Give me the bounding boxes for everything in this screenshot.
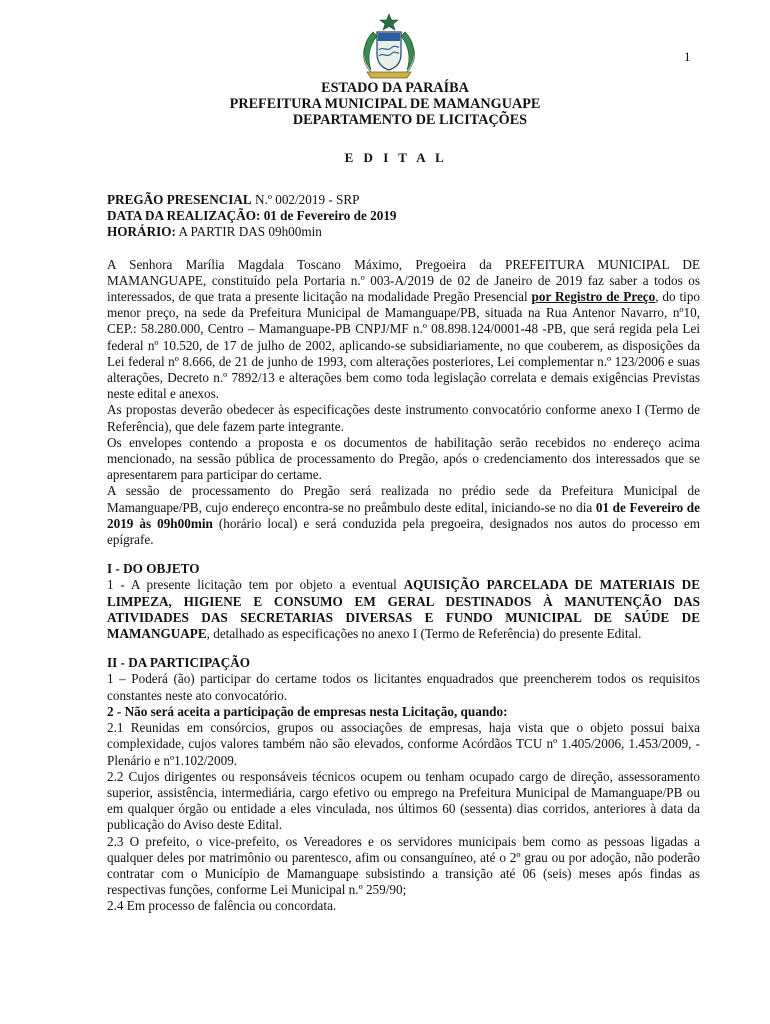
session-date-emphasis: 01 de Fevereiro de 2019 às 09h00min: [107, 499, 700, 531]
document-body: [107, 192, 700, 915]
intro-paragraph-3: Os envelopes contendo a proposta e os documentos de habilitação serão recebidos no endereço acima mencionado, na sessão pública de processamento do Pregão, após o credenciamento dos interessados que se apresentarem para participar do certame.: [107, 434, 700, 483]
section-1-paragraph: [107, 577, 700, 642]
intro-paragraph-2: As propostas deverão obedecer às especificações deste instrumento convocatório conforme anexo I (Termo de Referência), que dele fazem parte integrante.: [107, 402, 700, 434]
participation-item-2-3: 2.3 O prefeito, o vice-prefeito, os Vereadores e os servidores municipais bem como as pessoas ligadas a qualquer deles por matrimônio ou parentesco, afim ou consanguíneo, até o 2º grau ou por adoção, não poderão contratar com o Município de Mamanguape subsistindo a transição até 06 (seis) meses após findas as respectivas funções, conforme Lei Municipal n.º 259/90;: [107, 833, 700, 898]
intro-p4-text-c: (horário local) e será conduzida pela pregoeira, designados nos autos do processo em epígrafe.: [107, 515, 700, 548]
header-state: ESTADO DA PARAÍBA: [321, 80, 469, 96]
municipal-crest-logo: [355, 12, 423, 82]
intro-p1-text-c: , do tipo menor preço, na sede da Prefeitura Municipal de Mamanguape/PB, situada na Rua Antenor Navarro, nº10, CEP.: 58.280.000, Centro – Mamanguape-PB CNPJ/MF n.º 08.898.124/0001-48 -PB, que será regida pela Lei federal nº 10.520, de 17 de julho de 2002, aplicando-se subsidiariamente, no que couberem, as disposições da Lei federal nº 8.666, de 21 de junho de 1993, com alterações posteriores, Lei complementar n.º 123/2006 e suas alterações, Decreto n.º 7892/13 e alterações bem como toda legislação correlata e demais exigências Previstas neste edital e anexos.: [107, 289, 701, 402]
participation-item-2: [107, 704, 700, 720]
pregao-line: [107, 192, 700, 208]
data-label: DATA DA REALIZAÇÃO:: [107, 208, 261, 224]
participation-item-2-1: 2.1 Reunidas em consórcios, grupos ou associações de empresas, haja vista que o objeto possui baixa complexidade, cujos valores também não são elevados, conforme Acórdãos TCU nº 1.405/2006, 1.453/2009, - Plenário e nº1.102/2009.: [107, 720, 700, 768]
intro-paragraph-1: [107, 257, 700, 403]
participation-item-1: 1 – Poderá (ão) participar do certame todos os licitantes enquadrados que preencherem todos os requisitos constantes neste ato convocatório.: [107, 671, 700, 703]
participation-item-2-text: 2 - Não será aceita a participação de empresas nesta Licitação, quando:: [107, 703, 508, 719]
horario-value: A PARTIR DAS 09h00min: [175, 224, 322, 240]
intro-p1-text-a: A Senhora Marília Magdala Toscano Máximo, Pregoeira da PREFEITURA MUNICIPAL DE MAMANGUAPE, constituído pela Portaria n.º 003-A/2019 de 02 de Janeiro de 2019 faz saber a todos os interessados, de que trata a presente licitação na modalidade Pregão Presencial: [107, 256, 700, 305]
registro-de-preco-emphasis: por Registro de Preço: [531, 289, 656, 305]
header-department: DEPARTAMENTO DE LICITAÇÕES: [292, 112, 528, 128]
pregao-value: N.º 002/2019 - SRP: [251, 192, 360, 207]
edital-title: E D I T A L: [344, 150, 448, 165]
header-prefecture: PREFEITURA MUNICIPAL DE MAMANGUAPE: [229, 96, 541, 112]
section-1-title: I - DO OBJETO: [107, 561, 200, 577]
data-value: 01 de Fevereiro de 2019: [260, 208, 397, 224]
participation-item-2-2: 2.2 Cujos dirigentes ou responsáveis técnicos ocupem ou tenham ocupado cargo de direção, assessoramento superior, assistência, intermediária, cargo efetivo ou emprego na Prefeitura Municipal de Mamanguape/PB ou em qualquer órgão ou entidade a eles vinculada, nos últimos 60 (sessenta) dias corridos, anteriores à data da publicação do Aviso deste Edital.: [107, 768, 700, 833]
document-header: [0, 80, 770, 128]
horario-label: HORÁRIO:: [107, 224, 176, 240]
objeto-emphasis: AQUISIÇÃO PARCELADA DE MATERIAIS DE LIMPEZA, HIGIENE E CONSUMO EM GERAL DESTINADOS À MANUTENÇÃO DAS ATIVIDADES DAS SECRETARIAS DIVERSAS E FUNDO MUNICIPAL DE SAÚDE DE MAMANGUAPE: [107, 577, 700, 642]
objeto-text-c: , detalhado as especificações no anexo I (Termo de Referência) do presente Edital.: [206, 626, 642, 642]
data-line: [107, 208, 700, 224]
participation-item-2-4: 2.4 Em processo de falência ou concordata.: [107, 898, 337, 914]
objeto-text-a: 1 - A presente licitação tem por objeto a eventual: [107, 577, 404, 593]
intro-p4-text-a: A sessão de processamento do Pregão será realizada no prédio sede da Prefeitura Municipal de Mamanguape/PB, cujo endereço encontra-se no preâmbulo deste edital, iniciando-se no dia: [107, 483, 700, 515]
pregao-label: PREGÃO PRESENCIAL: [107, 192, 252, 207]
horario-line: [107, 224, 700, 240]
page-number: 1: [684, 49, 691, 64]
intro-paragraph-4: [107, 483, 700, 548]
section-2-title: II - DA PARTICIPAÇÃO: [107, 655, 251, 671]
